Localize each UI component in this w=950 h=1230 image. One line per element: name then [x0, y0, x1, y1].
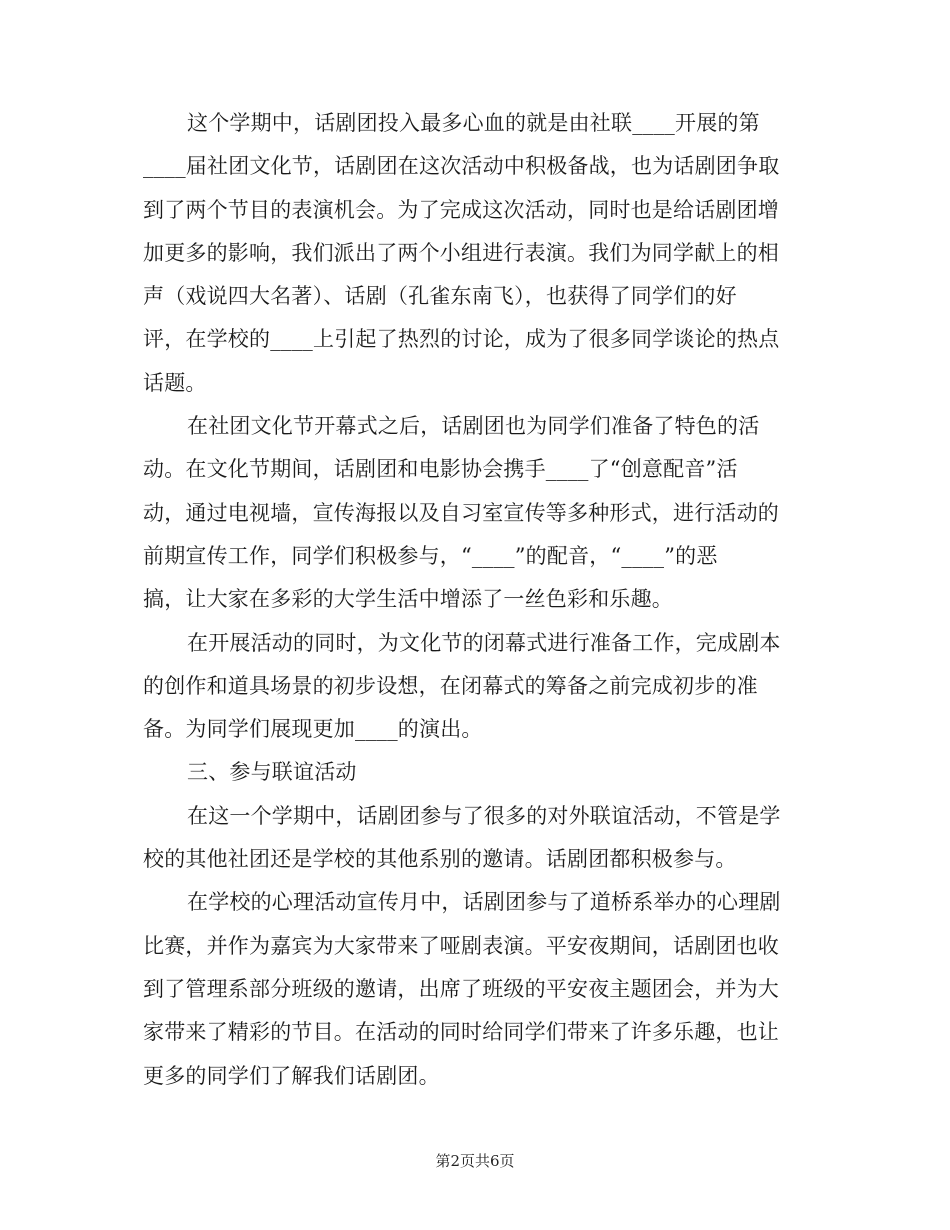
text-line: 搞，让大家在多彩的大学生活中增添了一丝色彩和乐趣。 — [143, 587, 673, 612]
text-line: 家带来了精彩的节目。在活动的同时给同学们带来了许多乐趣，也让 — [143, 1020, 779, 1045]
text-line: 这个学期中，话剧团投入最多心血的就是由社联____开展的第 — [187, 111, 760, 135]
text-line: 评，在学校的____上引起了热烈的讨论，成为了很多同学谈论的热点 — [143, 327, 780, 352]
text-line: 的创作和道具场景的初步设想，在闭幕式的筹备之前完成初步的准 — [143, 673, 758, 698]
text-line: 声（戏说四大名著）、话剧（孔雀东南飞），也获得了同学们的好 — [143, 284, 737, 309]
text-line: 在这一个学期中，话剧团参与了很多的对外联谊活动，不管是学 — [187, 803, 781, 828]
text-line: 动。在文化节期间，话剧团和电影协会携手____了“创意配音”活 — [143, 457, 738, 482]
text-line: 比赛，并作为嘉宾为大家带来了哑剧表演。平安夜期间，话剧团也收 — [143, 933, 779, 958]
text-line: 备。为同学们展现更加____的演出。 — [143, 717, 483, 742]
text-line: 更多的同学们了解我们话剧团。 — [143, 1063, 440, 1088]
text-line: 到了两个节目的表演机会。为了完成这次活动，同时也是给话剧团增 — [143, 197, 779, 222]
text-line: 三、参与联谊活动 — [187, 760, 357, 785]
text-line: ____届社团文化节，话剧团在这次活动中积极备战，也为话剧团争取 — [143, 154, 780, 179]
text-line: 在社团文化节开幕式之后，话剧团也为同学们准备了特色的活 — [187, 414, 760, 439]
text-line: 在学校的心理活动宣传月中，话剧团参与了道桥系举办的心理剧 — [187, 890, 781, 915]
text-line: 话题。 — [143, 370, 207, 395]
text-line: 到了管理系部分班级的邀请，出席了班级的平安夜主题团会，并为大 — [143, 976, 779, 1001]
text-line: 加更多的影响，我们派出了两个小组进行表演。我们为同学献上的相 — [143, 240, 779, 265]
text-line: 校的其他社团还是学校的其他系别的邀请。话剧团都积极参与。 — [143, 847, 737, 872]
document-body — [143, 102, 803, 1098]
text-line: 动，通过电视墙，宣传海报以及自习室宣传等多种形式，进行活动的 — [143, 500, 779, 525]
text-line: 在开展活动的同时，为文化节的闭幕式进行准备工作，完成剧本 — [187, 630, 781, 655]
page-number: 第2页共6页 — [435, 1152, 515, 1170]
text-line: 前期宣传工作，同学们积极参与，“____”的配音，“____”的恶 — [143, 543, 718, 568]
